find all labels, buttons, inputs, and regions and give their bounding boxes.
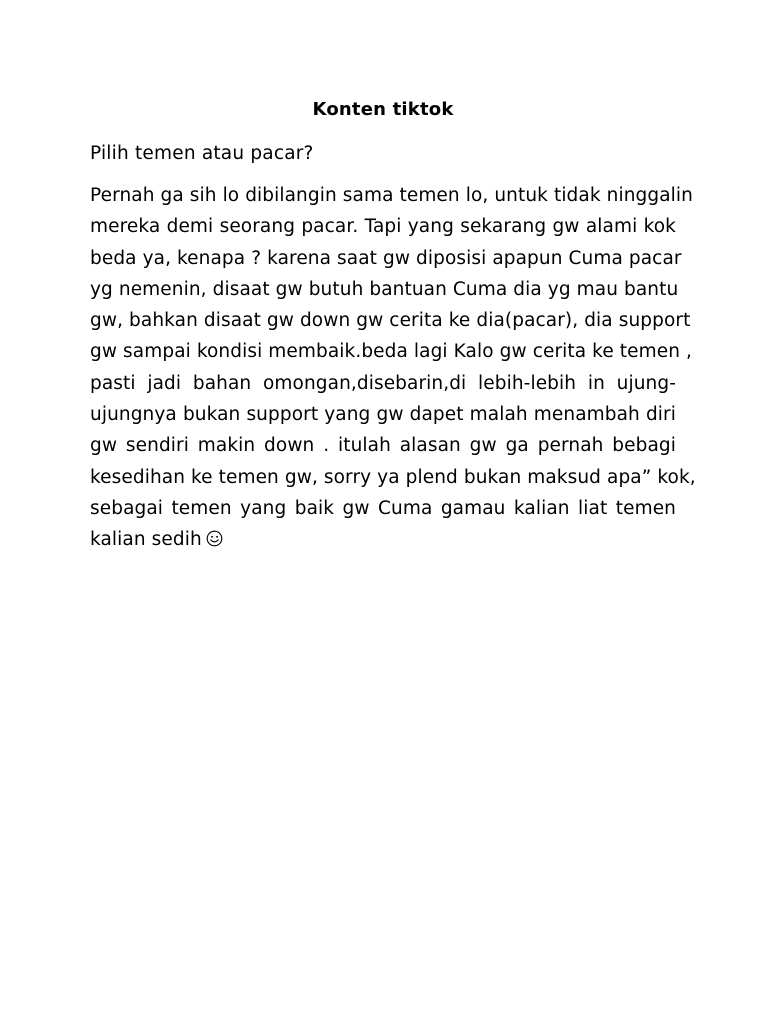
body-line: ujungnya bukan support yang gw dapet malah menambah diri [90, 404, 676, 426]
body-line: yg nemenin, disaat gw butuh bantuan Cuma dia yg mau bantu [90, 278, 679, 300]
body-line: sebagai temen yang baik gw Cuma gamau kalian liat temen [90, 497, 676, 519]
body-line: beda ya, kenapa ? karena saat gw diposisi apapun Cuma pacar [90, 247, 682, 269]
body-line-last [90, 524, 676, 555]
body-line: kesedihan ke temen gw, sorry ya plend bukan maksud apa” kok, [90, 466, 696, 488]
body-paragraph [90, 180, 696, 556]
body-line: mereka demi seorang pacar. Tapi yang sekarang gw alami kok [90, 216, 676, 238]
body-line: pasti jadi bahan omongan,disebarin,di lebih-lebih in ujung- [90, 372, 676, 394]
document-page [90, 95, 696, 556]
body-line: Pernah ga sih lo dibilangin sama temen lo, untuk tidak ninggalin [90, 185, 693, 206]
question-line: Pilih temen atau pacar? [90, 143, 314, 164]
body-line: gw, bahkan disaat gw down gw cerita ke dia(pacar), dia support [90, 310, 691, 332]
body-line: gw sendiri makin down . itulah alasan gw ga pernah bebagi [90, 435, 676, 457]
body-line: gw sampai kondisi membaik.beda lagi Kalo gw cerita ke temen , [90, 341, 693, 363]
smiley-face-icon [206, 530, 223, 547]
document-title: Konten tiktok [312, 99, 454, 120]
body-line-last-text: kalian sedih [90, 529, 202, 551]
